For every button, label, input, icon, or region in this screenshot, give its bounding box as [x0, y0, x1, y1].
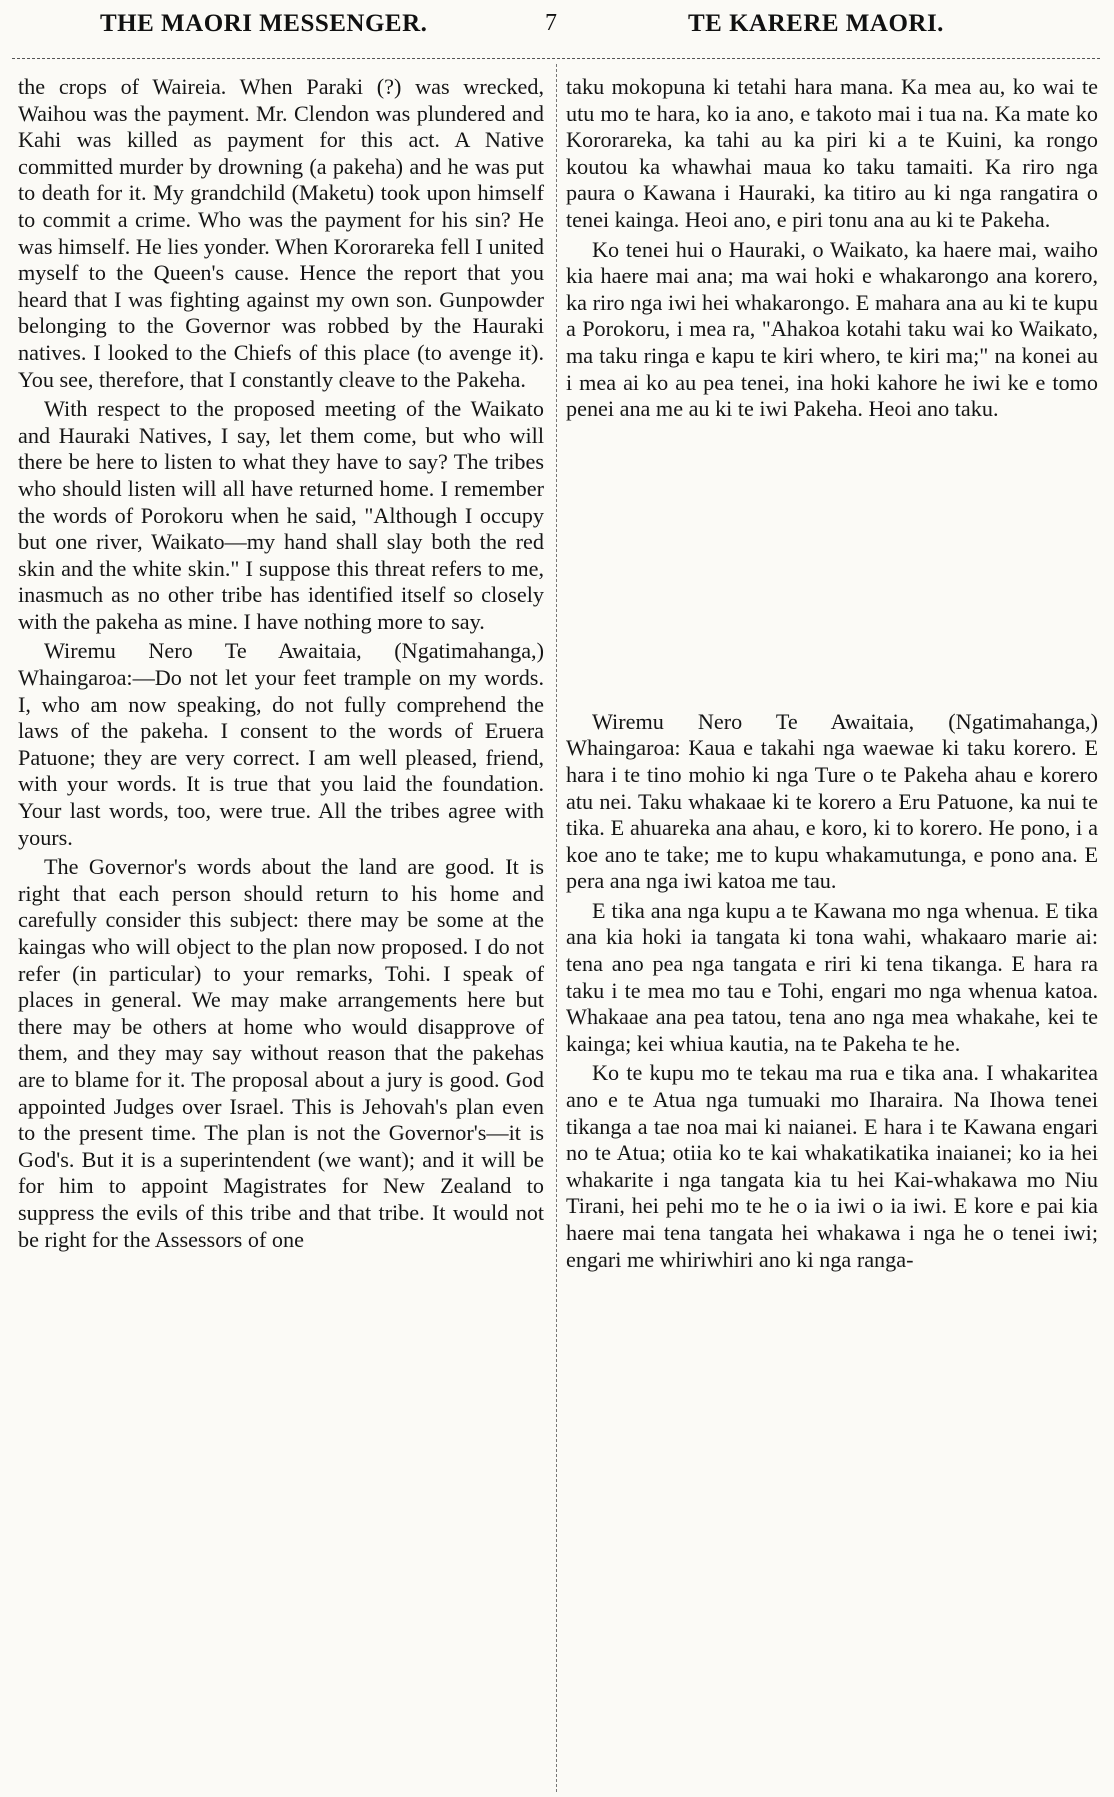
maori-masthead: TE KARERE MAORI.	[688, 10, 944, 37]
maori-paragraph-3: Wiremu Nero Te Awaitaia, (Ngatimahanga,) Whaingaroa: Kaua e takahi nga waewae ki taku korero. E hara i te tino mohio ki nga Ture o te Pakeha ahau e korero atu nei. Taku whakaae ki te korero a Eru Patuone, ka nui te tika. E ahuareka ana ahau, e koro, ki to korero. He pono, i a koe ano te take; me to kupu whakamutunga, e pono ana. E pera ana nga iwi katoa me tau.	[566, 708, 1098, 894]
column-gap	[566, 423, 1098, 709]
english-masthead: THE MAORI MESSENGER.	[100, 10, 428, 37]
english-paragraph-3: Wiremu Nero Te Awaitaia, (Ngatimahanga,) Whaingaroa:—Do not let your feet trample on my words. I, who am now speaking, do not fully comprehend the laws of the pakeha. I consent to the words of Eruera Patuone; they are very correct. I am well pleased, friend, with your words. It is true that you laid the foundation. Your last words, too, were true. All the tribes agree with yours.	[18, 638, 544, 850]
maori-paragraph-1: taku mokopuna ki tetahi hara mana. Ka mea au, ko wai te utu mo te hara, ko ia ano, e takoto mai i tua na. Ka mate ko Kororareka, ka tahi au ka piri ki a te Kuini, ka rongo koutou ka whawhai maua ko taku tamaiti. Ka riro nga paura o Kawana i Hauraki, ka titiro au ki nga rangatira o tenei kainga. Heoi ano, e piri tonu ana au ki te Pakeha.	[566, 74, 1098, 232]
maori-column	[566, 74, 1098, 1276]
page-header	[0, 10, 1114, 50]
maori-paragraph-5: Ko te kupu mo te tekau ma rua e tika ana. I whakaritea ano e te Atua nga tumuaki mo Iharaira. Na Ihowa tenei tikanga a tae noa mai ki naianei. E hara i te Kawana engari no te Atua; otiia ko te kai whakatikatika inaianei; ko ia hei whakarite i nga tangata kia tu hei Kai-whakawa mo Niu Tirani, hei pehi mo te he o ia iwi o ia iwi. E kore e pai kia haere mai tena tangata hei whakawa i nga he o tenei iwi; engari me whiriwhiri ano ki nga ranga-	[566, 1060, 1098, 1272]
maori-paragraph-2: Ko tenei hui o Hauraki, o Waikato, ka haere mai, waiho kia haere mai ana; ma wai hoki e whakarongo ana korero, ka riro nga iwi hei whakarongo. E mahara ana au ki te kupu a Porokoru, i mea ra, "Ahakoa kotahi taku wai ko Waikato, ma taku ringa e kapu te kiri whero, te kiri ma;" na konei au i mea ai ko au pea tenei, ina hoki kahore he iwi ke e tomo penei ana me au ki te iwi Pakeha. Heoi ano taku.	[566, 236, 1098, 422]
column-divider	[556, 64, 557, 1792]
english-paragraph-4: The Governor's words about the land are good. It is right that each person should return to his home and carefully consider this subject: there may be some at the kaingas who will object to the plan now proposed. I do not refer (in particular) to your remarks, Tohi. I speak of places in general. We may make arrangements here but there may be others at home who would disapprove of them, and they may say without reason that the pakehas are to blame for it. The proposal about a jury is good. God appointed Judges over Israel. This is Jehovah's plan even to the present time. The plan is not the Governor's—it is God's. But it is a superintendent (we want); and it will be for him to appoint Magistrates for New Zealand to suppress the evils of this tribe and that tribe. It would not be right for the Assessors of one	[18, 854, 544, 1252]
english-paragraph-1: the crops of Waireia. When Paraki (?) was wrecked, Waihou was the payment. Mr. Clendon was plundered and Kahi was killed as payment for this act. A Native committed murder by drowning (a pakeha) and he was put to death for it. My grandchild (Maketu) took upon himself to commit a crime. Who was the payment for his sin? He was himself. He lies yonder. When Kororareka fell I united myself to the Queen's cause. Hence the report that you heard that I was fighting against my own son. Gunpowder belonging to the Governor was robbed by the Hauraki natives. I looked to the Chiefs of this place (to avenge it). You see, therefore, that I constantly cleave to the Pakeha.	[18, 74, 544, 392]
maori-paragraph-4: E tika ana nga kupu a te Kawana mo nga whenua. E tika ana kia hoki ia tangata ki tona wahi, whakaaro marie ai: tena ano pea nga tangata e riri ki tena tikanga. E hara ra taku i te mea mo tau e Tohi, engari mo nga whenua katoa. Whakaae ana pea tatou, tena ano nga mea whakahe, kei te kainga; kei whiua kautia, na te Pakeha te he.	[566, 897, 1098, 1056]
english-column	[18, 74, 544, 1256]
header-rule	[12, 58, 1100, 59]
page-number: 7	[545, 10, 558, 36]
english-paragraph-2: With respect to the proposed meeting of the Waikato and Hauraki Natives, I say, let them come, but who will there be here to listen to what they have to say? The tribes who should listen will all have returned home. I remember the words of Porokoru when he said, "Although I occupy but one river, Waikato—my hand shall slay both the red skin and the white skin." I suppose this threat refers to me, inasmuch as no other tribe has identified itself so closely with the pakeha as mine. I have nothing more to say.	[18, 396, 544, 634]
